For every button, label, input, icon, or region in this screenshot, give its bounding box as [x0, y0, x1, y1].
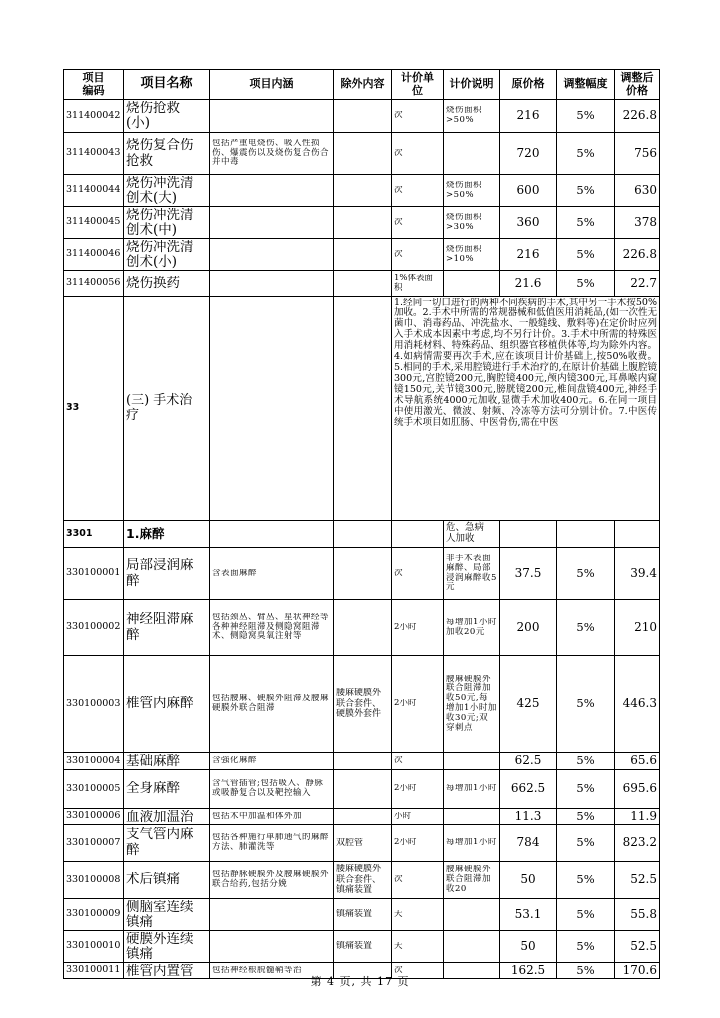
- section-code: 33: [64, 297, 124, 521]
- table-row: [64, 931, 660, 963]
- table-row: [64, 862, 660, 899]
- item-adj-price: 226.8: [615, 239, 660, 271]
- item-excluded: 双腔管: [334, 825, 392, 862]
- item-rate: 5%: [557, 175, 615, 207]
- section-name: (三) 手术治 疗: [124, 297, 210, 521]
- item-adj-price: 823.2: [615, 825, 660, 862]
- item-content: 包括神经根脱髓鞘等治: [210, 963, 334, 979]
- item-unit: 2小时: [392, 600, 444, 656]
- item-adj-price: 446.3: [615, 656, 660, 753]
- item-code: 330100009: [64, 899, 124, 931]
- item-rate: 5%: [557, 931, 615, 963]
- item-rate: 5%: [557, 963, 615, 979]
- table-row: [64, 809, 660, 825]
- empty-cell: [557, 521, 615, 548]
- item-content: [210, 100, 334, 133]
- item-orig-price: 62.5: [500, 753, 557, 770]
- section-row-surgery: [64, 297, 660, 521]
- item-orig-price: 11.3: [500, 809, 557, 825]
- item-orig-price: 600: [500, 175, 557, 207]
- table-row: [64, 100, 660, 133]
- item-content: [210, 899, 334, 931]
- item-name: 支气管内麻 醉: [124, 825, 210, 862]
- item-excluded: [334, 175, 392, 207]
- item-code: 311400046: [64, 239, 124, 271]
- item-name: 烧伤抢救 (小): [124, 100, 210, 133]
- item-unit: 2小时: [392, 770, 444, 809]
- item-code: 330100010: [64, 931, 124, 963]
- section-desc: 危、急病 人加收: [444, 521, 500, 548]
- table-row: [64, 753, 660, 770]
- item-code: 311400044: [64, 175, 124, 207]
- item-content: 含气管插管;包括吸入、静脉或吸静复合以及靶控输入: [210, 770, 334, 809]
- item-adj-price: 11.9: [615, 809, 660, 825]
- item-excluded: [334, 753, 392, 770]
- price-table: [63, 69, 660, 979]
- item-unit: 1%体表面 积: [392, 271, 444, 297]
- item-rate: 5%: [557, 271, 615, 297]
- item-excluded: [334, 548, 392, 600]
- section-code: 3301: [64, 521, 124, 548]
- item-orig-price: 50: [500, 862, 557, 899]
- item-desc: [444, 899, 500, 931]
- item-adj-price: 695.6: [615, 770, 660, 809]
- item-rate: 5%: [557, 825, 615, 862]
- item-name: 神经阻滞麻 醉: [124, 600, 210, 656]
- item-desc: 腰麻硬膜外联合阻滞加收20: [444, 862, 500, 899]
- item-name: 烧伤换药: [124, 271, 210, 297]
- item-unit: 次: [392, 100, 444, 133]
- empty-cell: [392, 521, 444, 548]
- item-unit: 次: [392, 207, 444, 239]
- item-excluded: [334, 239, 392, 271]
- item-code: 330100006: [64, 809, 124, 825]
- item-desc: [444, 931, 500, 963]
- item-unit: 2小时: [392, 656, 444, 753]
- item-excluded: 镇痛装置: [334, 899, 392, 931]
- item-orig-price: 360: [500, 207, 557, 239]
- header-adj-price: 调整后 价格: [615, 70, 660, 100]
- item-name: 椎管内麻醉: [124, 656, 210, 753]
- item-unit: 2小时: [392, 825, 444, 862]
- item-rate: 5%: [557, 753, 615, 770]
- item-name: 侧脑室连续 镇痛: [124, 899, 210, 931]
- item-adj-price: 22.7: [615, 271, 660, 297]
- header-orig-price: 原价格: [500, 70, 557, 100]
- item-rate: 5%: [557, 239, 615, 271]
- item-name: 烧伤冲洗清 创术(大): [124, 175, 210, 207]
- item-rate: 5%: [557, 656, 615, 753]
- item-unit: 次: [392, 753, 444, 770]
- item-orig-price: 662.5: [500, 770, 557, 809]
- item-code: 330100007: [64, 825, 124, 862]
- item-content: 包括静脉硬膜外及腰麻硬膜外联合给药,包括分娩: [210, 862, 334, 899]
- header-unit: 计价单 位: [392, 70, 444, 100]
- item-excluded: [334, 600, 392, 656]
- item-adj-price: 170.6: [615, 963, 660, 979]
- item-rate: 5%: [557, 548, 615, 600]
- item-excluded: [334, 207, 392, 239]
- table-row: [64, 825, 660, 862]
- item-excluded: [334, 809, 392, 825]
- item-orig-price: 216: [500, 100, 557, 133]
- item-desc: 每增加1小时: [444, 770, 500, 809]
- item-content: [210, 239, 334, 271]
- item-content: [210, 207, 334, 239]
- item-desc: [444, 809, 500, 825]
- item-desc: 烧伤面积 >30%: [444, 207, 500, 239]
- item-content: 包括术中加温和体外加: [210, 809, 334, 825]
- item-name: 血液加温治: [124, 809, 210, 825]
- item-orig-price: 216: [500, 239, 557, 271]
- item-rate: 5%: [557, 600, 615, 656]
- table-row: [64, 271, 660, 297]
- item-content: 含强化麻醉: [210, 753, 334, 770]
- item-name: 烧伤冲洗清 创术(小): [124, 239, 210, 271]
- item-desc: 烧伤面积 >50%: [444, 175, 500, 207]
- item-adj-price: 52.5: [615, 931, 660, 963]
- item-desc: 烧伤面积 >50%: [444, 100, 500, 133]
- item-desc: [444, 133, 500, 175]
- item-unit: 天: [392, 899, 444, 931]
- header-code: 项目 编码: [64, 70, 124, 100]
- item-orig-price: 425: [500, 656, 557, 753]
- item-name: 烧伤复合伤 抢救: [124, 133, 210, 175]
- table-row: [64, 899, 660, 931]
- item-desc: 腰麻硬膜外联合阻滞加收50元,每增加1小时加收30元;双穿刺点: [444, 656, 500, 753]
- table-row: [64, 133, 660, 175]
- item-orig-price: 37.5: [500, 548, 557, 600]
- empty-cell: [210, 521, 334, 548]
- surgery-notes: 1.经同一切口进行的两种不同疾病的手术,其中另一手术按50%加收。2.手术中所需的常规器械和低值医用消耗品,(如一次性无菌巾、消毒药品、冲洗盐水、一般缝线、敷料等)在定价时应列入手术成本因素中考虑,均不另行计价。3.手术中所需的特殊医用消耗材料、特殊药品、组织器官移植供体等,均为除外内容。4.如病情需要再次手术,应在该项目计价基础上,按50%收费。5.相同的手术,采用腔镜进行手术治疗的,在原计价基础上腹腔镜300元,宫腔镜200元,胸腔镜400元,颅内镜300元,耳鼻喉内窥镜150元,关节镜300元,膀胱镜200元,椎间盘镜400元,神经手术导航系统4000元加收,显微手术加收400元。6.在同一项目中使用激光、微波、射频、冷冻等方法可分别计价。7.中医传统手术项目如肛肠、中医骨伤,需在中医: [392, 297, 660, 521]
- item-code: 330100002: [64, 600, 124, 656]
- item-desc: 每增加1小时: [444, 825, 500, 862]
- item-orig-price: 162.5: [500, 963, 557, 979]
- table-row: [64, 175, 660, 207]
- header-name: 项目名称: [124, 70, 210, 100]
- page-footer: 第 4 页, 共 17 页: [310, 975, 410, 988]
- item-orig-price: 21.6: [500, 271, 557, 297]
- item-desc: [444, 753, 500, 770]
- header-excluded: 除外内容: [334, 70, 392, 100]
- item-name: 全身麻醉: [124, 770, 210, 809]
- item-code: 330100005: [64, 770, 124, 809]
- item-rate: 5%: [557, 809, 615, 825]
- item-excluded: [334, 770, 392, 809]
- item-name: 烧伤冲洗清 创术(中): [124, 207, 210, 239]
- item-code: 330100001: [64, 548, 124, 600]
- item-desc: 每增加1小时加收20元: [444, 600, 500, 656]
- item-code: 330100011: [64, 963, 124, 979]
- item-orig-price: 50: [500, 931, 557, 963]
- item-unit: 次: [392, 548, 444, 600]
- empty-cell: [334, 521, 392, 548]
- item-content: 包括腰麻、硬膜外阻滞及腰麻硬膜外联合阻滞: [210, 656, 334, 753]
- table-row: [64, 656, 660, 753]
- section-name: 1.麻醉: [124, 521, 210, 548]
- item-name: 硬膜外连续 镇痛: [124, 931, 210, 963]
- item-unit: 次: [392, 963, 444, 979]
- item-orig-price: 200: [500, 600, 557, 656]
- item-code: 330100008: [64, 862, 124, 899]
- item-orig-price: 784: [500, 825, 557, 862]
- item-unit: 次: [392, 862, 444, 899]
- item-adj-price: 65.6: [615, 753, 660, 770]
- table-row: [64, 548, 660, 600]
- item-excluded: 腰麻硬膜外联合套件、镇痛装置: [334, 862, 392, 899]
- item-excluded: [334, 271, 392, 297]
- item-adj-price: 55.8: [615, 899, 660, 931]
- item-excluded: [334, 133, 392, 175]
- item-content: 包括颈丛、臂丛、星状神经等各种神经阻滞及侧隐窝阻滞术、侧隐窝臭氧注射等: [210, 600, 334, 656]
- item-name: 术后镇痛: [124, 862, 210, 899]
- empty-cell: [334, 297, 392, 521]
- item-name: 椎管内置管: [124, 963, 210, 979]
- empty-cell: [210, 297, 334, 521]
- table-row: [64, 770, 660, 809]
- item-content: 包括严重电烧伤、吸入性损伤、爆震伤以及烧伤复合伤合并中毒: [210, 133, 334, 175]
- item-excluded: 镇痛装置: [334, 931, 392, 963]
- section-row-anesthesia: [64, 521, 660, 548]
- header-rate: 调整幅度: [557, 70, 615, 100]
- item-desc: [444, 271, 500, 297]
- table-row: [64, 600, 660, 656]
- item-excluded: 腰麻硬膜外联合套件、硬膜外套件: [334, 656, 392, 753]
- item-unit: 次: [392, 239, 444, 271]
- item-adj-price: 210: [615, 600, 660, 656]
- header-content: 项目内涵: [210, 70, 334, 100]
- item-content: 含表面麻醉: [210, 548, 334, 600]
- item-code: 330100003: [64, 656, 124, 753]
- item-name: 局部浸润麻 醉: [124, 548, 210, 600]
- item-content: 包括各种施行单肺通气的麻醉方法、肺灌洗等: [210, 825, 334, 862]
- item-rate: 5%: [557, 133, 615, 175]
- item-adj-price: 378: [615, 207, 660, 239]
- item-unit: 天: [392, 931, 444, 963]
- item-unit: 次: [392, 175, 444, 207]
- item-content: [210, 931, 334, 963]
- empty-cell: [615, 521, 660, 548]
- item-adj-price: 756: [615, 133, 660, 175]
- item-unit: 次: [392, 133, 444, 175]
- item-unit: 小时: [392, 809, 444, 825]
- item-adj-price: 226.8: [615, 100, 660, 133]
- header-desc: 计价说明: [444, 70, 500, 100]
- item-rate: 5%: [557, 899, 615, 931]
- item-desc: 烧伤面积 >10%: [444, 239, 500, 271]
- item-orig-price: 720: [500, 133, 557, 175]
- item-code: 311400043: [64, 133, 124, 175]
- item-code: 311400056: [64, 271, 124, 297]
- item-content: [210, 175, 334, 207]
- item-name: 基础麻醉: [124, 753, 210, 770]
- item-adj-price: 630: [615, 175, 660, 207]
- item-rate: 5%: [557, 100, 615, 133]
- item-adj-price: 39.4: [615, 548, 660, 600]
- item-excluded: [334, 100, 392, 133]
- header-row: [64, 70, 660, 100]
- item-rate: 5%: [557, 862, 615, 899]
- item-content: [210, 271, 334, 297]
- item-orig-price: 53.1: [500, 899, 557, 931]
- item-rate: 5%: [557, 770, 615, 809]
- item-code: 330100004: [64, 753, 124, 770]
- empty-cell: [500, 521, 557, 548]
- item-code: 311400045: [64, 207, 124, 239]
- table-row: [64, 207, 660, 239]
- table-row: [64, 239, 660, 271]
- item-rate: 5%: [557, 207, 615, 239]
- item-adj-price: 52.5: [615, 862, 660, 899]
- item-code: 311400042: [64, 100, 124, 133]
- item-desc: 非手术表面麻醉、局部浸润麻醉收5元: [444, 548, 500, 600]
